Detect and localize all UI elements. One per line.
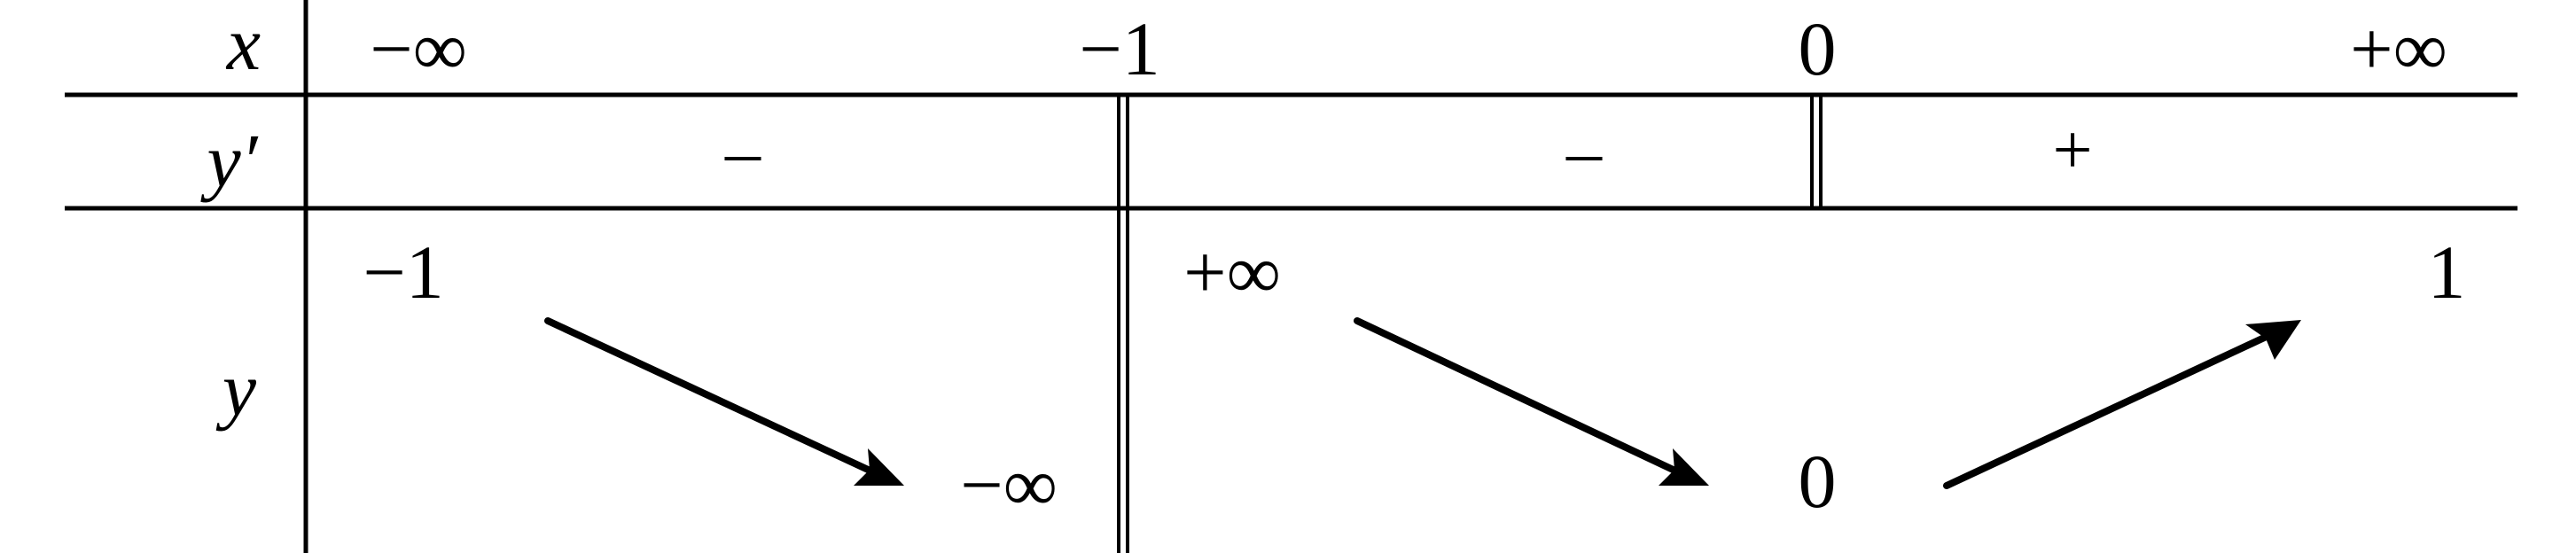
double-bar-at-zero — [1812, 95, 1821, 208]
derivative-sign-interval-3: + — [2052, 112, 2093, 190]
variation-arrow-decreasing-2 — [1357, 321, 1709, 486]
x-value-minus-one: −1 — [1079, 6, 1160, 91]
y-value-right-limit-minus-one: +∞ — [1183, 230, 1281, 315]
x-value-zero: 0 — [1798, 6, 1837, 91]
x-value-plus-infinity: +∞ — [2350, 6, 2447, 91]
y-value-left-limit-minus-one: −∞ — [960, 442, 1058, 527]
row-label-y: y — [222, 347, 257, 432]
y-value-start-left: −1 — [363, 230, 444, 315]
row-label-y-prime: y′ — [207, 118, 258, 203]
y-value-at-zero: 0 — [1798, 439, 1837, 524]
double-bar-at-minus-one — [1119, 95, 1128, 553]
derivative-sign-interval-1: – — [725, 113, 761, 191]
variation-arrow-increasing — [1947, 320, 2301, 486]
derivative-sign-interval-2: – — [1566, 113, 1602, 191]
y-value-end-right: 1 — [2427, 230, 2466, 315]
variation-arrow-decreasing-1 — [548, 321, 904, 486]
row-label-x: x — [226, 1, 262, 86]
x-value-minus-infinity: −∞ — [370, 6, 467, 91]
